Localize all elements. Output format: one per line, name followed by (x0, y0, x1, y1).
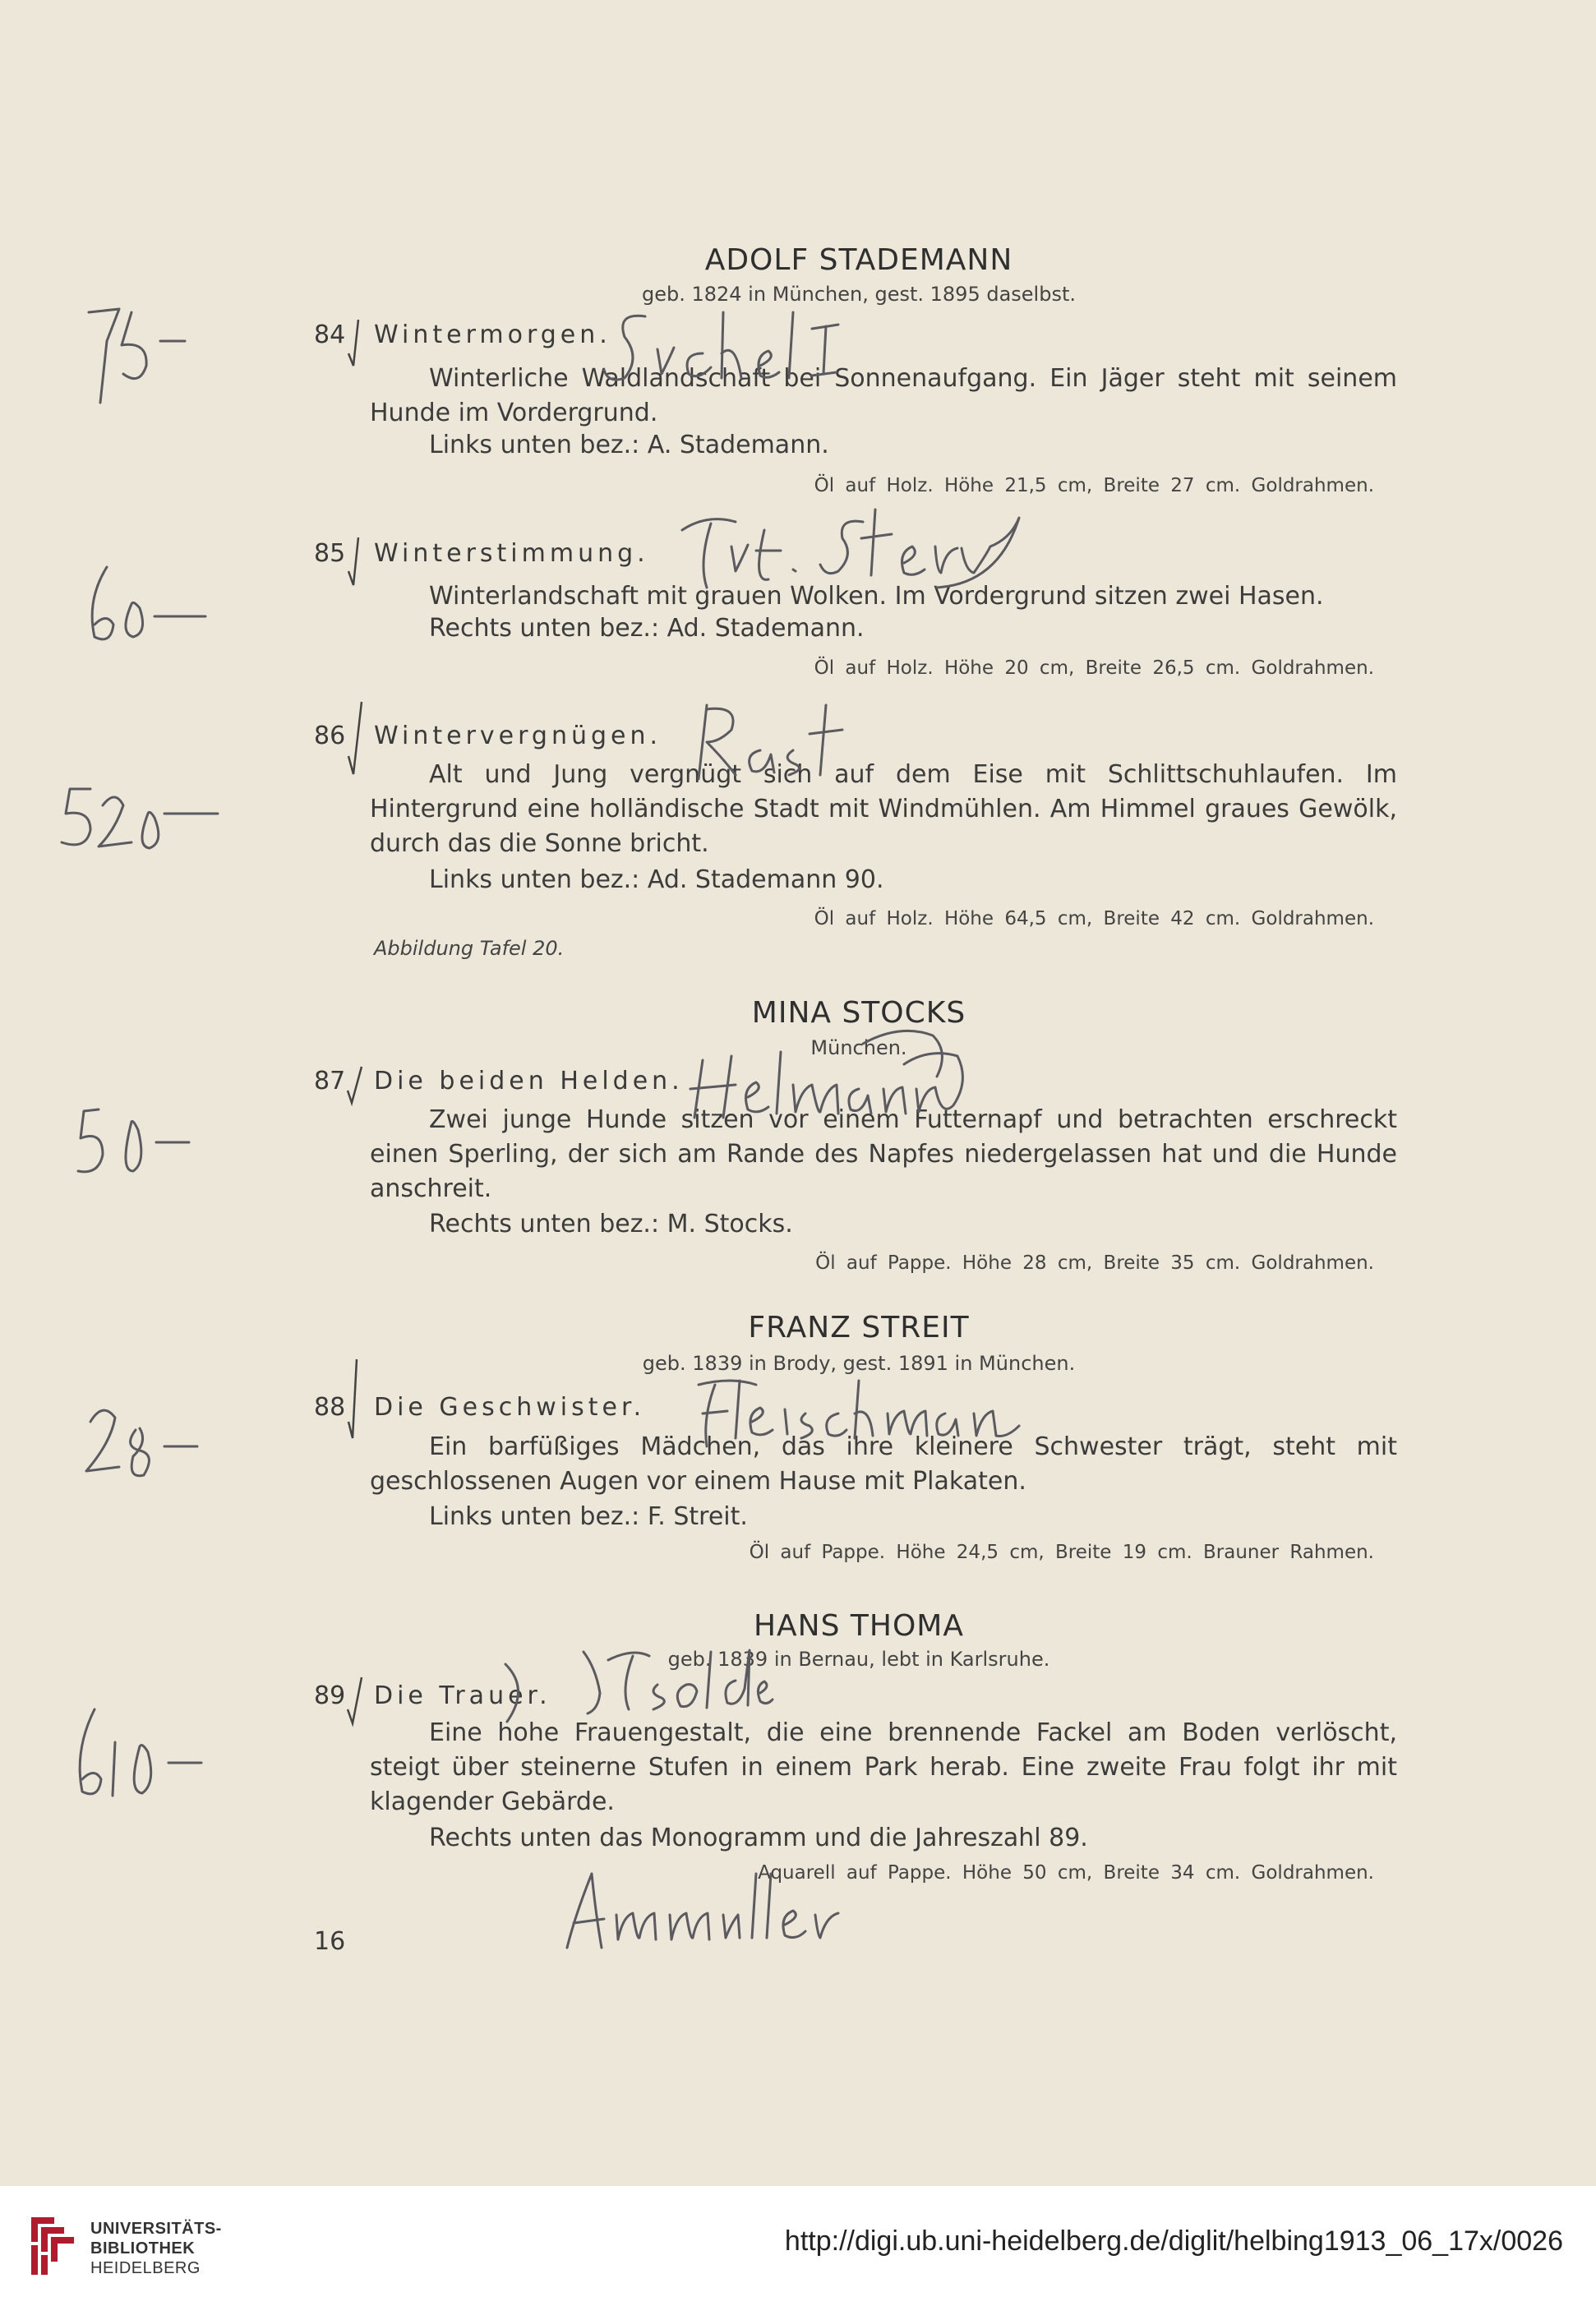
handwritten-buyer-rast (682, 697, 846, 787)
signature-note: Rechts unten bez.: M. Stocks. (429, 1210, 793, 1238)
lot-number: 88 (314, 1393, 346, 1422)
handwritten-buyer-sichel (592, 308, 863, 390)
handwritten-bracket-mark (497, 1660, 538, 1726)
check-mark-icon (345, 316, 362, 374)
university-logo-icon (23, 2209, 79, 2283)
handwritten-ammiller (559, 1866, 855, 1956)
signature-note: Links unten bez.: A. Stademann. (429, 431, 829, 459)
lot-title: Die beiden Helden. (374, 1067, 684, 1095)
lot-description: Alt und Jung vergnügt sich auf dem Eise mit Schlittschuhlaufen. Im Hintergrund eine holländische Stadt mit Windmühlen. Am Himmel graues Gewölk, durch das die Sonne bricht. (370, 760, 1397, 858)
lot-title: Die Trauer. (374, 1681, 551, 1710)
artist-life-dates: geb. 1839 in Bernau, lebt in Karlsruhe. (667, 1648, 1050, 1671)
handwritten-buyer-stern (674, 505, 1036, 596)
handwritten-buyer-isolde (575, 1644, 773, 1718)
handwritten-buyer-fleischmann (682, 1377, 1044, 1450)
check-mark-icon (345, 699, 365, 781)
artist-life-dates: geb. 1824 in München, gest. 1895 daselbst. (641, 283, 1076, 306)
artist-life-dates: geb. 1839 in Brody, gest. 1891 in München. (642, 1352, 1076, 1375)
institution-name: UNIVERSITÄTS- BIBLIOTHEK HEIDELBERG (90, 2220, 222, 2277)
technique-dimensions: Öl auf Holz. Höhe 64,5 cm, Breite 42 cm. Goldrahmen. (814, 908, 1374, 929)
check-mark-icon (345, 1356, 362, 1446)
check-mark-icon (345, 1672, 365, 1730)
technique-dimensions: Öl auf Pappe. Höhe 24,5 cm, Breite 19 cm. Brauner Rahmen. (749, 1542, 1374, 1563)
lot-title: Wintermorgen. (374, 321, 611, 349)
technique-dimensions: Öl auf Pappe. Höhe 28 cm, Breite 35 cm. Goldrahmen. (815, 1252, 1374, 1274)
lot-number: 87 (314, 1067, 346, 1095)
check-mark-icon (345, 534, 362, 592)
lot-title: Winterstimmung. (374, 539, 649, 568)
lot-title: Die Geschwister. (374, 1393, 646, 1422)
handwritten-price-60 (82, 559, 214, 657)
lot-description: Winterliche Waldlandschaft bei Sonnenaufgang. Ein Jäger steht mit seinem Hunde im Vordergrund. (370, 364, 1397, 427)
artist-heading: ADOLF STADEMANN (704, 243, 1013, 277)
artist-heading: FRANZ STREIT (748, 1311, 970, 1344)
artist-heading: MINA STOCKS (751, 996, 966, 1030)
lot-number: 84 (314, 321, 346, 349)
lot-number: 86 (314, 722, 346, 750)
technique-dimensions: Öl auf Holz. Höhe 21,5 cm, Breite 27 cm. Goldrahmen. (814, 475, 1374, 496)
lot-number: 89 (314, 1681, 346, 1710)
technique-dimensions: Aquarell auf Pappe. Höhe 50 cm, Breite 34 cm. Goldrahmen. (758, 1862, 1374, 1884)
lot-description: Winterlandschaft mit grauen Wolken. Im Vordergrund sitzen zwei Hasen. (429, 582, 1324, 611)
signature-note: Links unten bez.: Ad. Stademann 90. (429, 865, 884, 894)
handwritten-price-610 (70, 1701, 234, 1808)
source-url[interactable]: http://digi.ub.uni-heidelberg.de/diglit/helbing1913_06_17x/0026 (784, 2225, 1563, 2257)
handwritten-price-28 (82, 1397, 214, 1496)
handwritten-price-75 (82, 296, 189, 411)
illustration-reference: Abbildung Tafel 20. (374, 937, 565, 960)
handwritten-price-50 (74, 1093, 205, 1192)
technique-dimensions: Öl auf Holz. Höhe 20 cm, Breite 26,5 cm. Goldrahmen. (814, 657, 1374, 679)
artist-heading: HANS THOMA (753, 1609, 964, 1643)
page-number: 16 (314, 1927, 346, 1956)
lot-description: Zwei junge Hunde sitzen vor einem Futternapf und betrachten erschreckt einen Sperling, der sich am Rande des Napfes niedergelassen hat und die Hunde anschreit. (370, 1105, 1397, 1203)
lot-number: 85 (314, 539, 346, 568)
lot-title: Wintervergnügen. (374, 722, 662, 750)
handwritten-price-520 (58, 773, 222, 863)
handwritten-underline-mark (859, 1019, 957, 1085)
signature-note: Rechts unten bez.: Ad. Stademann. (429, 614, 865, 643)
signature-note: Rechts unten das Monogramm und die Jahreszahl 89. (429, 1824, 1088, 1852)
lot-description: Eine hohe Frauengestalt, die eine brennende Fackel am Boden verlöscht, steigt über steinerne Stufen in einem Park herab. Eine zweite Frau folgt ihr mit klagender Gebärde. (370, 1718, 1397, 1816)
artist-life-dates: München. (810, 1036, 907, 1059)
lot-description: Ein barfüßiges Mädchen, das ihre kleinere Schwester trägt, steht mit geschlossenen Augen vor einem Hause mit Plakaten. (370, 1432, 1397, 1496)
signature-note: Links unten bez.: F. Streit. (429, 1502, 748, 1531)
check-mark-icon (345, 1062, 365, 1111)
footer-bar (0, 2186, 1596, 2306)
